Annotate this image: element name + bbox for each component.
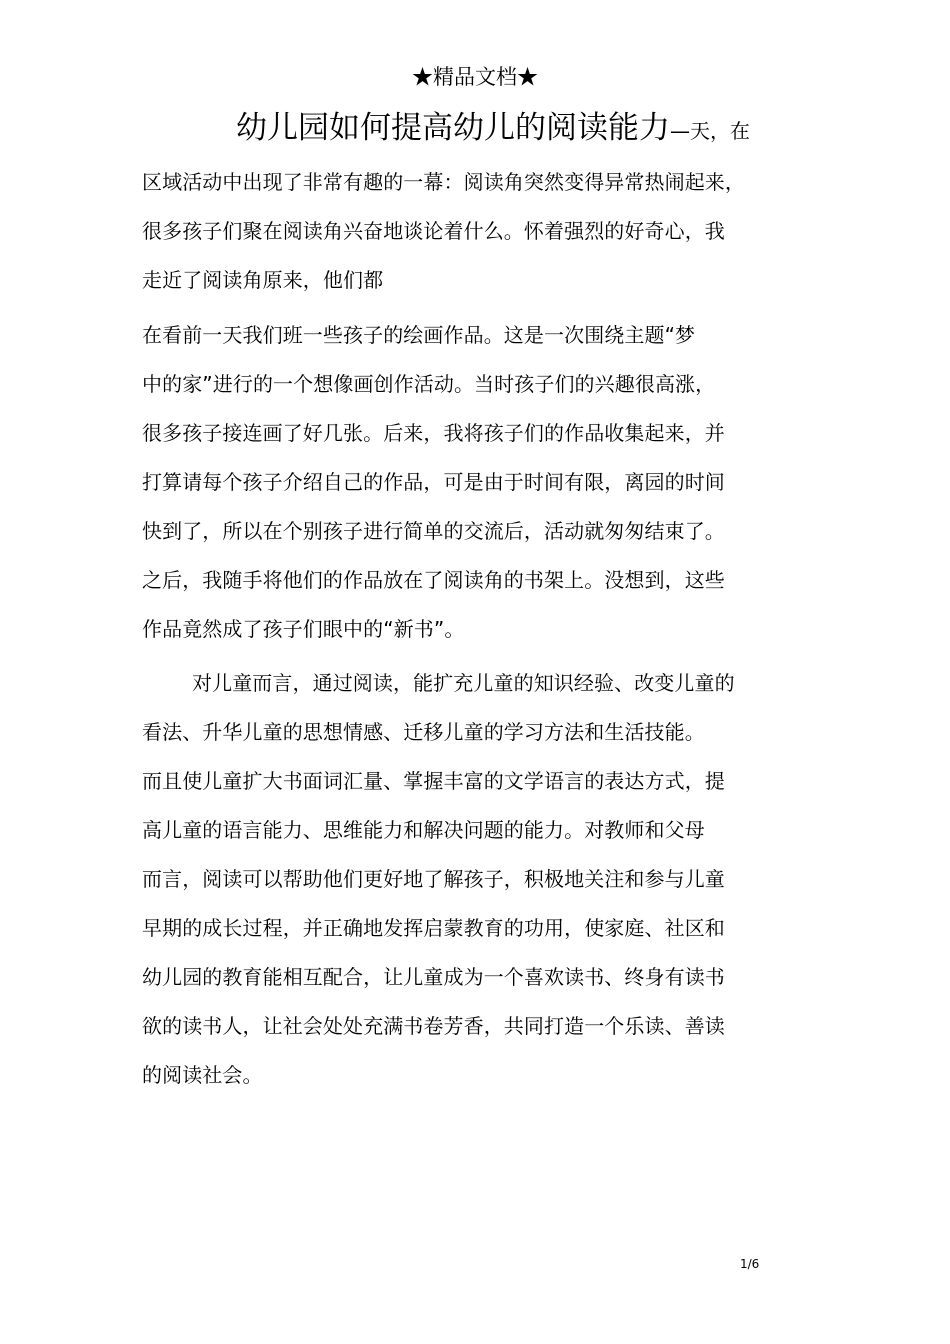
paragraph-line: 打算请每个孩子介绍自己的作品，可是由于时间有限，离园的时间	[142, 470, 725, 494]
paragraph-line: 作品竟然成了孩子们眼中的“新书”。	[142, 617, 465, 641]
paragraph-line: 之后，我随手将他们的作品放在了阅读角的书架上。没想到，这些	[142, 568, 725, 592]
title-tail: —天，在	[670, 119, 750, 143]
paragraph-line: 早期的成长过程，并正确地发挥启蒙教育的功用，使家庭、社区和	[142, 916, 725, 940]
document-title	[236, 106, 750, 150]
page-number: 1/6	[740, 1257, 760, 1271]
paragraph-3	[142, 659, 814, 1100]
paragraph-line: 高儿童的语言能力、思维能力和解决问题的能力。对教师和父母	[142, 818, 705, 842]
paragraph-line: 区域活动中出现了非常有趣的一幕：阅读角突然变得异常热闹起来，	[142, 170, 745, 194]
paragraph-line: 对儿童而言，通过阅读，能扩充儿童的知识经验、改变儿童的	[192, 671, 735, 695]
paragraph-line: 看法、升华儿童的思想情感、迁移儿童的学习方法和生活技能。	[142, 720, 705, 744]
paragraph-1	[142, 158, 814, 305]
paragraph-line: 在看前一天我们班一些孩子的绘画作品。这是一次围绕主题“梦	[142, 323, 696, 347]
paragraph-line: 很多孩子接连画了好几张。后来，我将孩子们的作品收集起来，并	[142, 421, 725, 445]
paragraph-line: 欲的读书人，让社会处处充满书卷芳香，共同打造一个乐读、善读	[142, 1014, 725, 1038]
paragraph-line: 而且使儿童扩大书面词汇量、掌握丰富的文学语言的表达方式，提	[142, 769, 725, 793]
header-badge: ★精品文档★	[412, 65, 538, 89]
paragraph-line: 的阅读社会。	[142, 1063, 263, 1087]
paragraph-2	[142, 311, 814, 654]
title-main: 幼儿园如何提高幼儿的阅读能力	[236, 110, 670, 146]
paragraph-line: 幼儿园的教育能相互配合，让儿童成为一个喜欢读书、终身有读书	[142, 965, 725, 989]
paragraph-line: 走近了阅读角原来，他们都	[142, 268, 384, 292]
paragraph-line: 快到了，所以在个别孩子进行简单的交流后，活动就匆匆结束了。	[142, 519, 725, 543]
paragraph-line: 很多孩子们聚在阅读角兴奋地谈论着什么。怀着强烈的好奇心，我	[142, 219, 725, 243]
paragraph-line: 中的家”进行的一个想像画创作活动。当时孩子们的兴趣很高涨，	[142, 372, 716, 396]
paragraph-line: 而言，阅读可以帮助他们更好地了解孩子，积极地关注和参与儿童	[142, 867, 725, 891]
